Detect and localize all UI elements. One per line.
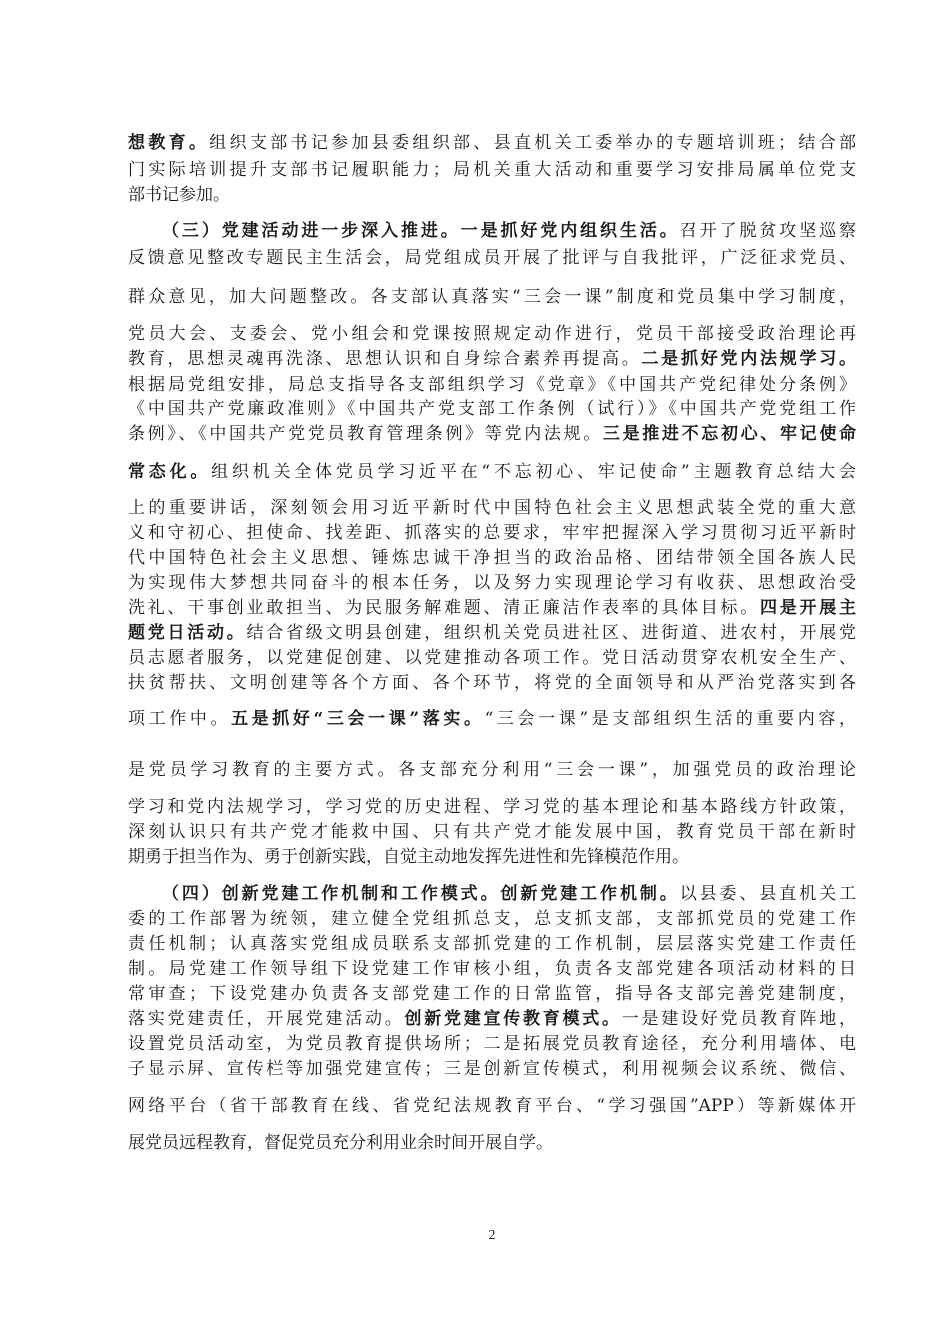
- text-segment: 落实党建责任，开展党建活动。: [128, 1009, 405, 1029]
- text-line: [128, 1094, 856, 1118]
- text-segment: 洗礼、干事创业敢担当、为民服务解难题、清正廉洁作表率的具体目标。: [128, 598, 760, 618]
- text-line: [128, 246, 856, 270]
- text-line: [128, 621, 856, 645]
- text-line: [128, 183, 856, 207]
- bold-text-segment: 创新党建宣传教育模式。: [404, 1009, 622, 1029]
- text-line: [128, 460, 856, 484]
- text-segment: 常审查；下设党建办负责各支部党建工作的日常监管，指导各支部完善党建制度，: [128, 984, 856, 1004]
- text-segment: 学习和党内法规学习，学习党的历史进程、学习党的基本理论和基本路线方针政策，: [128, 797, 856, 817]
- text-segment: 反馈意见整改专题民主生活会，局党组成员开展了批评与自我批评，广泛征求党员、: [128, 248, 856, 268]
- text-line: [128, 932, 856, 956]
- text-line: [128, 158, 856, 182]
- text-segment: 以县委、县直机关工: [679, 884, 856, 904]
- text-segment: 责任机制；认真落实党组成员联系支部抓党建的工作机制，层层落实党建工作责任: [128, 934, 856, 954]
- text-segment: “三会一课”是支部组织生活的重要内容，: [484, 709, 856, 729]
- bold-text-segment: （四）创新党建工作机制和工作模式。创新党建工作机制。: [162, 884, 680, 904]
- text-segment: 员志愿者服务，以党建促创建、以党建推动各项工作。党日活动贯穿农机安全生产、: [128, 648, 856, 668]
- text-line: [128, 1032, 856, 1056]
- text-line: [128, 596, 856, 620]
- text-line: [128, 285, 856, 309]
- text-segment: 制。局党建工作领导组下设党建工作审核小组，负责各支部党建各项活动材料的日: [128, 959, 856, 979]
- text-line: [128, 820, 856, 844]
- text-segment: 结合省级文明县创建，组织机关党员进社区、进街道、进农村，开展党: [246, 623, 856, 643]
- text-line: [128, 322, 856, 346]
- text-segment: 《中国共产党廉政准则》《中国共产党支部工作条例（试行）》《中国共产党党组工作: [128, 399, 856, 419]
- text-segment: 是党员学习教育的主要方式。各支部充分利用“三会一课”，加强党员的政治理论: [128, 760, 856, 780]
- text-line: [128, 1007, 856, 1031]
- text-segment: 深刻认识只有共产党才能救中国、只有共产党才能发展中国，教育党员干部在新时: [128, 822, 856, 842]
- text-segment: 条例》、《中国共产党党员教育管理条例》等党内法规。: [128, 424, 603, 444]
- text-segment: 扶贫帮扶、文明创建等各个方面、各个环节，将党的全面领导和从严治党落实到各: [128, 673, 856, 693]
- text-segment: 设置党员活动室，为党员教育提供场所；二是拓展党员教育途径，充分利用墙体、电: [128, 1034, 856, 1054]
- text-segment: 组织机关全体党员学习近平在“不忘初心、牢记使命”主题教育总结大会: [211, 462, 856, 482]
- text-segment: 网络平台（省干部教育在线、省党纪法规教育平台、“学习强国”APP）等新媒体开: [128, 1096, 856, 1116]
- text-line: [128, 571, 856, 595]
- text-segment: 委的工作部署为统领，建立健全党组抓总支，总支抓支部，支部抓党员的党建工作: [128, 909, 856, 929]
- bold-text-segment: 想教育。: [128, 133, 210, 153]
- text-line: [128, 1131, 856, 1155]
- text-line: [128, 373, 856, 397]
- bold-text-segment: （三）党建活动进一步深入推进。一是抓好党内组织生活。: [162, 221, 680, 241]
- text-line: [128, 845, 856, 869]
- text-segment: 党员大会、支委会、党小组会和党课按照规定动作进行，党员干部接受政治理论再: [128, 324, 856, 344]
- text-line: [128, 131, 856, 155]
- text-segment: 部书记参加。: [128, 185, 230, 205]
- bold-text-segment: 常态化。: [128, 462, 212, 482]
- bold-text-segment: 三是推进不忘初心、牢记使命: [602, 424, 856, 444]
- text-segment: 群众意见，加大问题整改。各支部认真落实“三会一课”制度和党员集中学习制度，: [128, 287, 856, 307]
- text-line: [128, 795, 856, 819]
- text-line: [128, 646, 856, 670]
- text-segment: 教育，思想灵魂再洗涤、思想认识和自身综合素养再提高。: [128, 349, 642, 369]
- text-line: [128, 907, 856, 931]
- text-line: [128, 422, 856, 446]
- bold-text-segment: 四是开展主: [760, 598, 856, 618]
- text-segment: 展党员远程教育，督促党员充分利用业余时间开展自学。: [128, 1133, 553, 1153]
- text-line: [128, 546, 856, 570]
- text-segment: 门实际培训提升支部书记履职能力；局机关重大活动和重要学习安排局属单位党支: [128, 160, 856, 180]
- text-line: [128, 521, 856, 545]
- text-line: [128, 347, 856, 371]
- text-line: [128, 1057, 856, 1081]
- text-line: [128, 397, 856, 421]
- bold-text-segment: 二是抓好党内法规学习。: [641, 349, 856, 369]
- page-number: 2: [488, 1228, 496, 1243]
- text-line: [128, 882, 856, 906]
- text-line: [128, 758, 856, 782]
- text-segment: 为实现伟大梦想共同奋斗的根本任务，以及努力实现理论学习有收获、思想政治受: [128, 573, 856, 593]
- text-segment: 召开了脱贫攻坚巡察: [679, 221, 856, 241]
- text-segment: 上的重要讲话，深刻领会用习近平新时代中国特色社会主义思想武装全党的重大意: [128, 498, 856, 518]
- text-segment: 子显示屏、宣传栏等加强党建宣传；三是创新宣传模式，利用视频会议系统、微信、: [128, 1059, 856, 1079]
- text-segment: 组织支部书记参加县委组织部、县直机关工委举办的专题培训班；结合部: [209, 133, 856, 153]
- text-segment: 期勇于担当作为、勇于创新实践，自觉主动地发挥先进性和先锋模范作用。: [128, 847, 689, 867]
- bold-text-segment: 五是抓好“三会一课”落实。: [231, 709, 485, 729]
- text-segment: 代中国特色社会主义思想、锤炼忠诚干净担当的政治品格、团结带领全国各族人民: [128, 548, 856, 568]
- text-line: [128, 982, 856, 1006]
- text-line: [128, 707, 856, 731]
- text-line: [128, 219, 856, 243]
- document-page: [128, 0, 856, 1344]
- text-line: [128, 496, 856, 520]
- text-line: [128, 671, 856, 695]
- bold-text-segment: 题党日活动。: [128, 623, 247, 643]
- text-line: [128, 957, 856, 981]
- text-segment: 义和守初心、担使命、找差距、抓落实的总要求，牢牢把握深入学习贯彻习近平新时: [128, 523, 856, 543]
- text-segment: 项工作中。: [128, 709, 232, 729]
- text-segment: 一是建设好党员教育阵地，: [621, 1009, 856, 1029]
- text-segment: 根据局党组安排，局总支指导各支部组织学习《党章》《中国共产党纪律处分条例》: [128, 375, 856, 395]
